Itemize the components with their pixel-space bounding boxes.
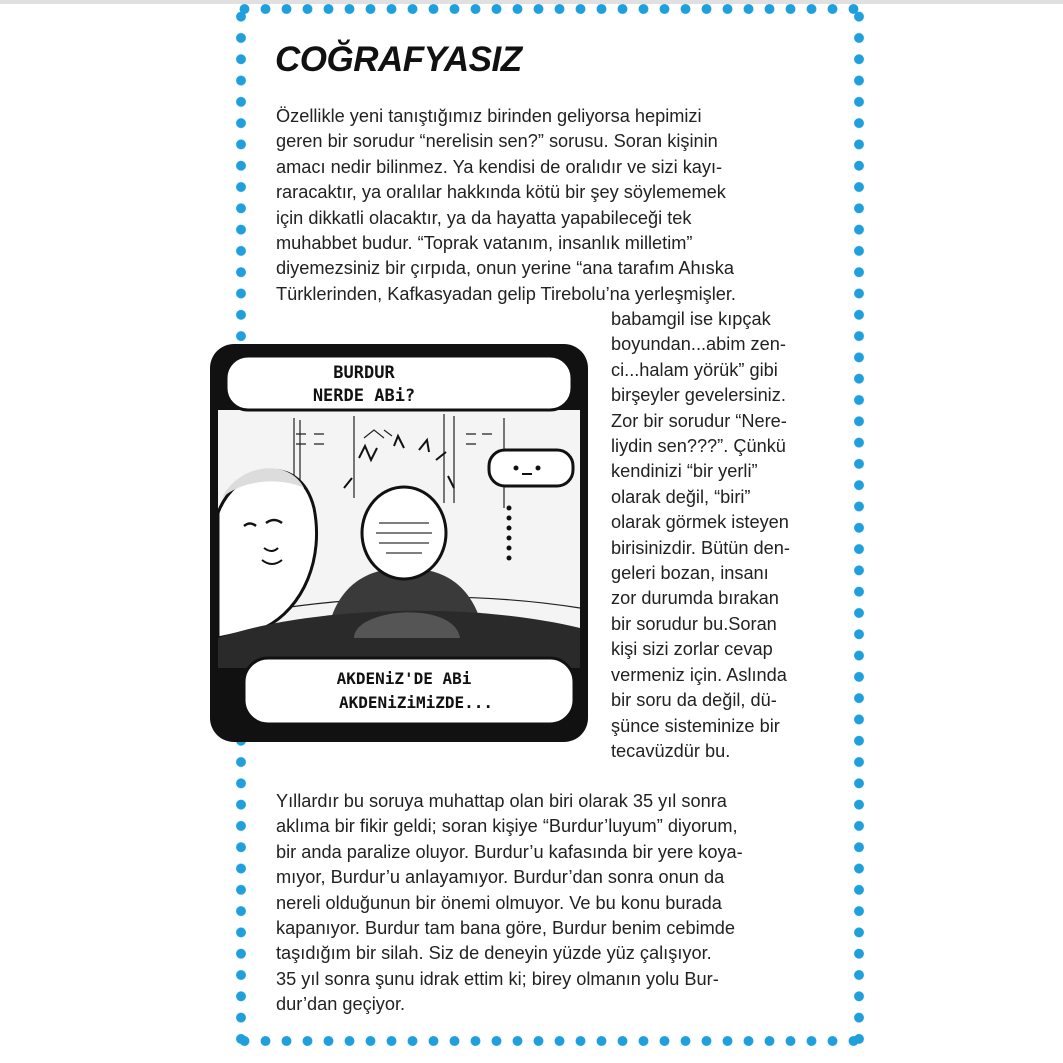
dotted-border-right <box>852 6 866 1046</box>
text-line: diyemezsiniz bir çırpıda, onun yerine “ana tarafım Ahıska <box>276 258 734 279</box>
text-line: için dikkatli olacaktır, ya da hayatta yapabileceği tek <box>276 207 692 228</box>
text-line: bir soru da değil, dü- <box>611 690 777 711</box>
text-line: nereli olduğunun bir önemi olmuyor. Ve bu konu burada <box>276 892 722 913</box>
text-line: kendinizi “bir yerli” <box>611 461 758 482</box>
text-line: liydin sen???”. Çünkü <box>611 436 786 457</box>
text-line: mıyor, Burdur’u anlayamıyor. Burdur’dan sonra onun da <box>276 867 725 888</box>
comic-illustration <box>204 338 594 748</box>
text-line: vermeniz için. Aslında <box>611 664 787 685</box>
paragraph-conclusion <box>276 789 743 1018</box>
text-line: dur’dan geçiyor. <box>276 994 406 1015</box>
text-line: taşıdığım bir silah. Siz de deneyin yüzde yüz çalışıyor. <box>276 943 712 964</box>
text-line: birşeyler gevelersiniz. <box>611 385 786 406</box>
text-line: Özellikle yeni tanıştığımız birinden geliyorsa hepimizi <box>276 106 702 126</box>
text-line: tecavüzdür bu. <box>611 740 731 761</box>
text-line: geleri bozan, insanı <box>611 563 769 584</box>
text-line: geren bir sorudur “nerelisin sen?” sorusu. Soran kişinin <box>276 131 718 152</box>
text-line: 35 yıl sonra şunu idrak ettim ki; birey olmanın yolu Bur- <box>276 968 719 989</box>
text-line: babamgil ise kıpçak <box>611 309 771 329</box>
text-line: raracaktır, ya oralılar hakkında kötü bir şey söylememek <box>276 182 726 203</box>
text-line: kişi sizi zorlar cevap <box>611 639 773 660</box>
comic-bubble-bottom-line1: AKDENiZ'DE ABi <box>336 669 472 688</box>
text-line: kapanıyor. Burdur tam bana göre, Burdur benim cebimde <box>276 918 735 939</box>
dotted-border-bottom <box>234 1034 864 1048</box>
paragraph-intro <box>276 104 736 307</box>
text-line: zor durumda bırakan <box>611 588 779 609</box>
paragraph-side-column <box>611 307 790 764</box>
comic-bubble-top-line1: BURDUR <box>333 363 395 383</box>
text-line: amacı nedir bilinmez. Ya kendisi de oralıdır ve sizi kayı- <box>276 156 723 177</box>
text-line: aklıma bir fikir geldi; soran kişiye “Burdur’luyum” diyorum, <box>276 816 738 837</box>
text-line: bir sorudur bu.Soran <box>611 613 777 634</box>
text-line: Türklerinden, Kafkasyadan gelip Tirebolu’na yerleşmişler. <box>276 283 736 304</box>
comic-panel <box>204 338 594 748</box>
text-line: bir anda paralize oluyor. Burdur’u kafasında bir yere koya- <box>276 841 743 862</box>
text-line: olarak görmek isteyen <box>611 512 789 533</box>
text-line: birisinizdir. Bütün den- <box>611 537 790 558</box>
text-line: boyundan...abim zen- <box>611 334 786 355</box>
article-title: COĞRAFYASIZ <box>275 40 522 79</box>
comic-bubble-top-line2: NERDE ABi? <box>312 386 416 406</box>
text-line: ci...halam yörük” gibi <box>611 359 778 380</box>
text-line: muhabbet budur. “Toprak vatanım, insanlık milletim” <box>276 233 693 254</box>
text-line: Zor bir sorudur “Nere- <box>611 410 787 431</box>
comic-bubble-bottom-line2: AKDENiZiMiZDE... <box>338 693 494 712</box>
dotted-border-top <box>234 2 864 16</box>
text-line: şünce sisteminize bir <box>611 715 780 736</box>
text-line: Yıllardır bu soruya muhattap olan biri olarak 35 yıl sonra <box>276 791 727 811</box>
text-line: olarak değil, “biri” <box>611 486 751 507</box>
